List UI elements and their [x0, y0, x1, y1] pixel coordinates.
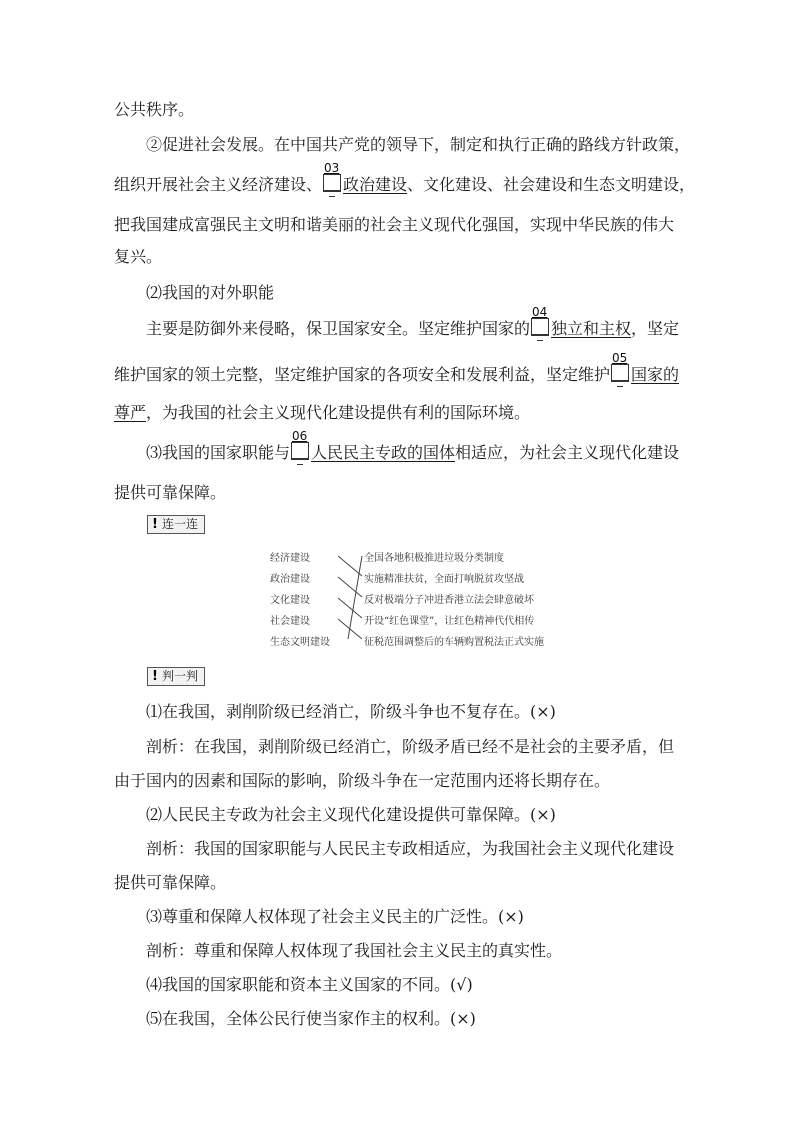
text-span: ，坚定	[631, 319, 680, 338]
blank-number: 05	[612, 351, 628, 365]
text-line	[146, 305, 680, 340]
matching-left-item: 社会建设	[270, 616, 310, 627]
answer-blank	[531, 305, 549, 336]
match-line	[338, 556, 362, 576]
matching-left-item: 生态文明建设	[270, 637, 330, 648]
exclamation-icon: !	[152, 669, 158, 684]
matching-right-item: 征税范围调整后的车辆购置税法正式实施	[364, 637, 544, 648]
judge-question: ⑶尊重和保障人权体现了社会主义民主的广泛性。(×)	[146, 907, 524, 926]
matching-right-item: 实施精准扶贫，全面打响脱贫攻坚战	[364, 574, 524, 585]
answer-text: 尊严	[114, 403, 147, 422]
answer-text: 独立和主权	[551, 319, 632, 338]
answer-text: 政治建设	[343, 175, 408, 194]
judge-question: ⑴在我国，剥削阶级已经消亡，阶级斗争也不复存在。(×)	[146, 702, 556, 721]
judge-analysis: 提供可靠保障。	[114, 873, 227, 892]
judge-analysis: 剖析：尊重和保障人权体现了我国社会主义民主的真实性。	[146, 941, 563, 960]
blank-number: 06	[292, 429, 308, 443]
match-line	[348, 556, 362, 639]
matching-left-item: 政治建设	[270, 574, 310, 585]
blank-number: 03	[324, 161, 340, 175]
answer-blank	[611, 351, 629, 382]
lianyilian-tag	[147, 515, 205, 534]
answer-text: 人民民主专政的国体	[311, 443, 456, 462]
judge-analysis: 剖析：我国的国家职能与人民民主专政相适应，为我国社会主义现代化建设	[146, 839, 675, 858]
matching-right-item: 全国各地积极推进垃圾分类制度	[364, 553, 504, 564]
match-line	[338, 598, 362, 618]
matching-right-item: 开设“红色课堂”，让红色精神代代相传	[364, 616, 535, 627]
answer-blank	[323, 161, 341, 192]
text-line	[114, 402, 530, 424]
text-line: 公共秩序。	[114, 100, 195, 119]
text-line	[114, 161, 696, 196]
text-line: 复兴。	[114, 247, 163, 266]
answer-text: 国家的	[631, 365, 680, 384]
text-span: 主要是防御外来侵略，保卫国家安全。坚定维护国家的	[146, 319, 531, 338]
judge-question: ⑵人民民主专政为社会主义现代化建设提供可靠保障。(×)	[146, 805, 556, 824]
text-span: 维护国家的领土完整，坚定维护国家的各项安全和发展利益，坚定维护	[114, 365, 611, 384]
blank-number: 04	[532, 305, 548, 319]
judge-question: ⑸在我国，全体公民行使当家作主的权利。(×)	[146, 1009, 476, 1028]
judge-question: ⑷我国的国家职能和资本主义国家的不同。(√)	[146, 975, 473, 994]
judge-analysis: 由于国内的因素和国际的影响，阶级斗争在一定范围内还将长期存在。	[114, 771, 611, 790]
text-span: ⑶我国的国家职能与	[146, 443, 291, 462]
judge-analysis: 剖析：在我国，剥削阶级已经消亡，阶级矛盾已经不是社会的主要矛盾，但	[146, 737, 675, 756]
section-heading: ⑵我国的对外职能	[146, 283, 275, 302]
tag-label: 判一判	[161, 669, 198, 683]
answer-blank	[291, 429, 309, 460]
exclamation-icon: !	[152, 517, 158, 532]
matching-left-item: 文化建设	[270, 595, 310, 606]
panyipan-tag	[147, 667, 205, 686]
text-line: 把我国建成富强民主文明和谐美丽的社会主义现代化强国，实现中华民族的伟大	[114, 215, 675, 234]
text-span: 组织开展社会主义经济建设、	[114, 175, 323, 194]
matching-right-item: 反对极端分子冲进香港立法会肆意破坏	[364, 595, 534, 606]
matching-diagram	[270, 546, 560, 648]
text-line	[146, 429, 680, 464]
text-span: ，为我国的社会主义现代化建设提供有利的国际环境。	[146, 403, 531, 422]
text-span: 相适应，为社会主义现代化建设	[455, 443, 680, 462]
matching-left-item: 经济建设	[270, 553, 310, 564]
text-line: ②促进社会发展。在中国共产党的领导下，制定和执行正确的路线方针政策，	[146, 135, 691, 154]
text-span: 、文化建设、社会建设和生态文明建设，	[407, 175, 696, 194]
tag-label: 连一连	[161, 517, 198, 531]
text-line	[114, 351, 680, 386]
text-line: 提供可靠保障。	[114, 483, 227, 502]
